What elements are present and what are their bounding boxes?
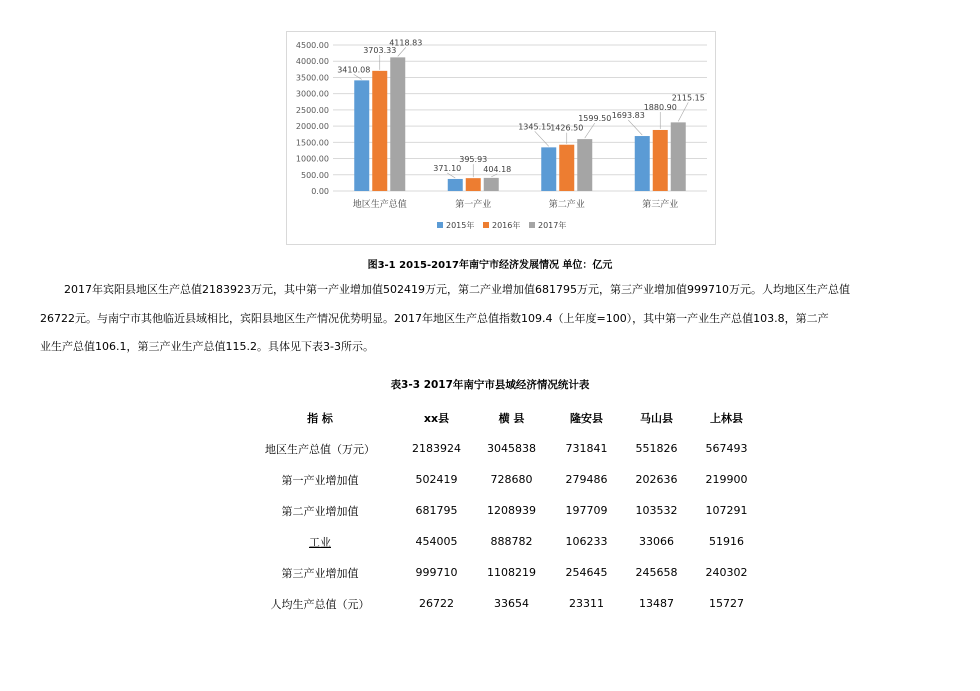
- cell-value: 2183924: [412, 442, 461, 455]
- bar-chart: [287, 32, 717, 246]
- cell-value: 279486: [565, 473, 608, 486]
- table-row: [240, 526, 763, 557]
- cell-value: 1208939: [487, 504, 536, 517]
- legend-swatch: [529, 222, 535, 228]
- cell-value: 681795: [415, 504, 458, 517]
- data-label: 3703.33: [363, 45, 397, 55]
- cell-value: 888782: [490, 535, 533, 548]
- bar-3-2: [671, 122, 686, 191]
- y-tick-label: 500.00: [301, 170, 329, 180]
- data-label: 1693.83: [611, 111, 645, 121]
- table-row: [240, 433, 763, 464]
- legend-swatch: [483, 222, 489, 228]
- cell-value: 103532: [635, 504, 678, 517]
- cell-value: 219900: [705, 473, 748, 486]
- table-row: [240, 495, 763, 526]
- county-economy-table: [240, 402, 763, 619]
- table-row: [240, 588, 763, 619]
- paragraph-line-2: 26722元。与南宁市其他临近县域相比，宾阳县地区生产情况优势明显。2017年地区生产总值指数109.4（上年度=100），其中第一产业生产总值103.8，第二产: [40, 312, 829, 325]
- cell-value: 197709: [565, 504, 608, 517]
- cell-value: 15727: [709, 597, 744, 610]
- category-label: 第三产业: [642, 200, 679, 210]
- table-row: [240, 557, 763, 588]
- y-tick-label: 1000.00: [295, 154, 329, 164]
- cell-value: 728680: [490, 473, 533, 486]
- table-caption: 表3-3 2017年南宁市县域经济情况统计表: [390, 379, 590, 391]
- cell-value: 33654: [494, 597, 529, 610]
- leader-line: [628, 120, 642, 135]
- cell-value: 567493: [705, 442, 748, 455]
- data-label: 2115.15: [671, 93, 705, 103]
- cell-value: 731841: [565, 442, 608, 455]
- header-county-shanglin: 上林县: [710, 411, 743, 425]
- bar-1-2: [484, 178, 499, 191]
- row-label: 第三产业增加值: [281, 566, 359, 580]
- cell-value: 23311: [569, 597, 604, 610]
- category-label: 第二产业: [548, 200, 585, 210]
- cell-value: 502419: [415, 473, 458, 486]
- leader-line: [447, 173, 455, 178]
- row-label: 人均生产总值（元）: [270, 597, 370, 611]
- bar-1-1: [466, 178, 481, 191]
- leader-line: [678, 102, 688, 121]
- data-label: 1880.90: [643, 102, 677, 112]
- legend-label: 2015年: [446, 221, 475, 230]
- bar-0-0: [354, 80, 369, 191]
- cell-value: 33066: [639, 535, 674, 548]
- table-row: [240, 464, 763, 495]
- category-label: 第一产业: [455, 200, 492, 210]
- header-county-mashan: 马山县: [640, 411, 673, 425]
- bar-3-1: [653, 130, 668, 191]
- data-label: 371.10: [433, 163, 462, 173]
- y-tick-label: 3500.00: [295, 73, 329, 83]
- cell-value: 999710: [415, 566, 458, 579]
- bar-2-2: [577, 139, 592, 191]
- y-tick-label: 4000.00: [295, 57, 329, 67]
- bar-2-1: [559, 145, 574, 191]
- bar-1-0: [448, 179, 463, 191]
- data-label: 1345.15: [518, 122, 552, 132]
- cell-value: 106233: [565, 535, 608, 548]
- bar-2-0: [541, 147, 556, 191]
- cell-value: 51916: [709, 535, 744, 548]
- cell-value: 254645: [565, 566, 608, 579]
- cell-value: 13487: [639, 597, 674, 610]
- table-header-row: [240, 402, 763, 433]
- row-label: 工业: [309, 535, 331, 549]
- figure-caption: 图3-1 2015-2017年南宁市经济发展情况 单位：亿元: [367, 260, 613, 271]
- leader-line: [585, 123, 595, 138]
- row-label: 地区生产总值（万元）: [265, 442, 375, 456]
- row-label: 第二产业增加值: [281, 504, 359, 518]
- data-label: 3410.08: [337, 65, 371, 75]
- row-label: 第一产业增加值: [281, 473, 359, 487]
- y-tick-label: 0.00: [311, 187, 329, 196]
- cell-value: 3045838: [487, 442, 536, 455]
- cell-value: 454005: [415, 535, 458, 548]
- cell-value: 107291: [705, 504, 748, 517]
- y-tick-label: 2000.00: [295, 122, 329, 132]
- leader-line: [535, 131, 549, 146]
- cell-value: 245658: [635, 566, 678, 579]
- y-tick-label: 3000.00: [295, 89, 329, 99]
- cell-value: 240302: [705, 566, 748, 579]
- data-label: 4118.83: [389, 38, 423, 48]
- cell-value: 26722: [419, 597, 454, 610]
- header-county-heng: 横 县: [498, 411, 525, 425]
- bar-3-0: [635, 136, 650, 191]
- bar-0-2: [390, 57, 405, 191]
- data-label: 1426.50: [550, 123, 584, 133]
- legend-label: 2016年: [492, 221, 521, 230]
- paragraph-line-1: 2017年宾阳县地区生产总值2183923万元，其中第一产业增加值502419万元，第二产业增加值681795万元，第三产业增加值999710万元。人均地区生产总值: [64, 283, 850, 296]
- y-tick-label: 2500.00: [295, 105, 329, 115]
- category-label: 地区生产总值: [352, 200, 407, 210]
- header-county-longan: 隆安县: [570, 411, 603, 425]
- leader-line: [354, 74, 362, 79]
- header-county-xx: xx县: [423, 411, 450, 425]
- legend-swatch: [437, 222, 443, 228]
- data-label: 395.93: [459, 155, 488, 165]
- header-indicator: 指 标: [307, 411, 333, 425]
- bar-0-1: [372, 71, 387, 191]
- cell-value: 1108219: [487, 566, 536, 579]
- legend-label: 2017年: [538, 221, 567, 230]
- y-tick-label: 1500.00: [295, 138, 329, 148]
- paragraph-line-3: 业生产总值106.1，第三产业生产总值115.2。具体见下表3-3所示。: [40, 340, 374, 353]
- cell-value: 551826: [635, 442, 678, 455]
- data-label: 1599.50: [578, 114, 612, 124]
- data-label: 404.18: [483, 164, 512, 174]
- leader-line: [398, 47, 406, 56]
- y-tick-label: 4500.00: [295, 41, 329, 50]
- cell-value: 202636: [635, 473, 678, 486]
- chart-container: [286, 31, 716, 245]
